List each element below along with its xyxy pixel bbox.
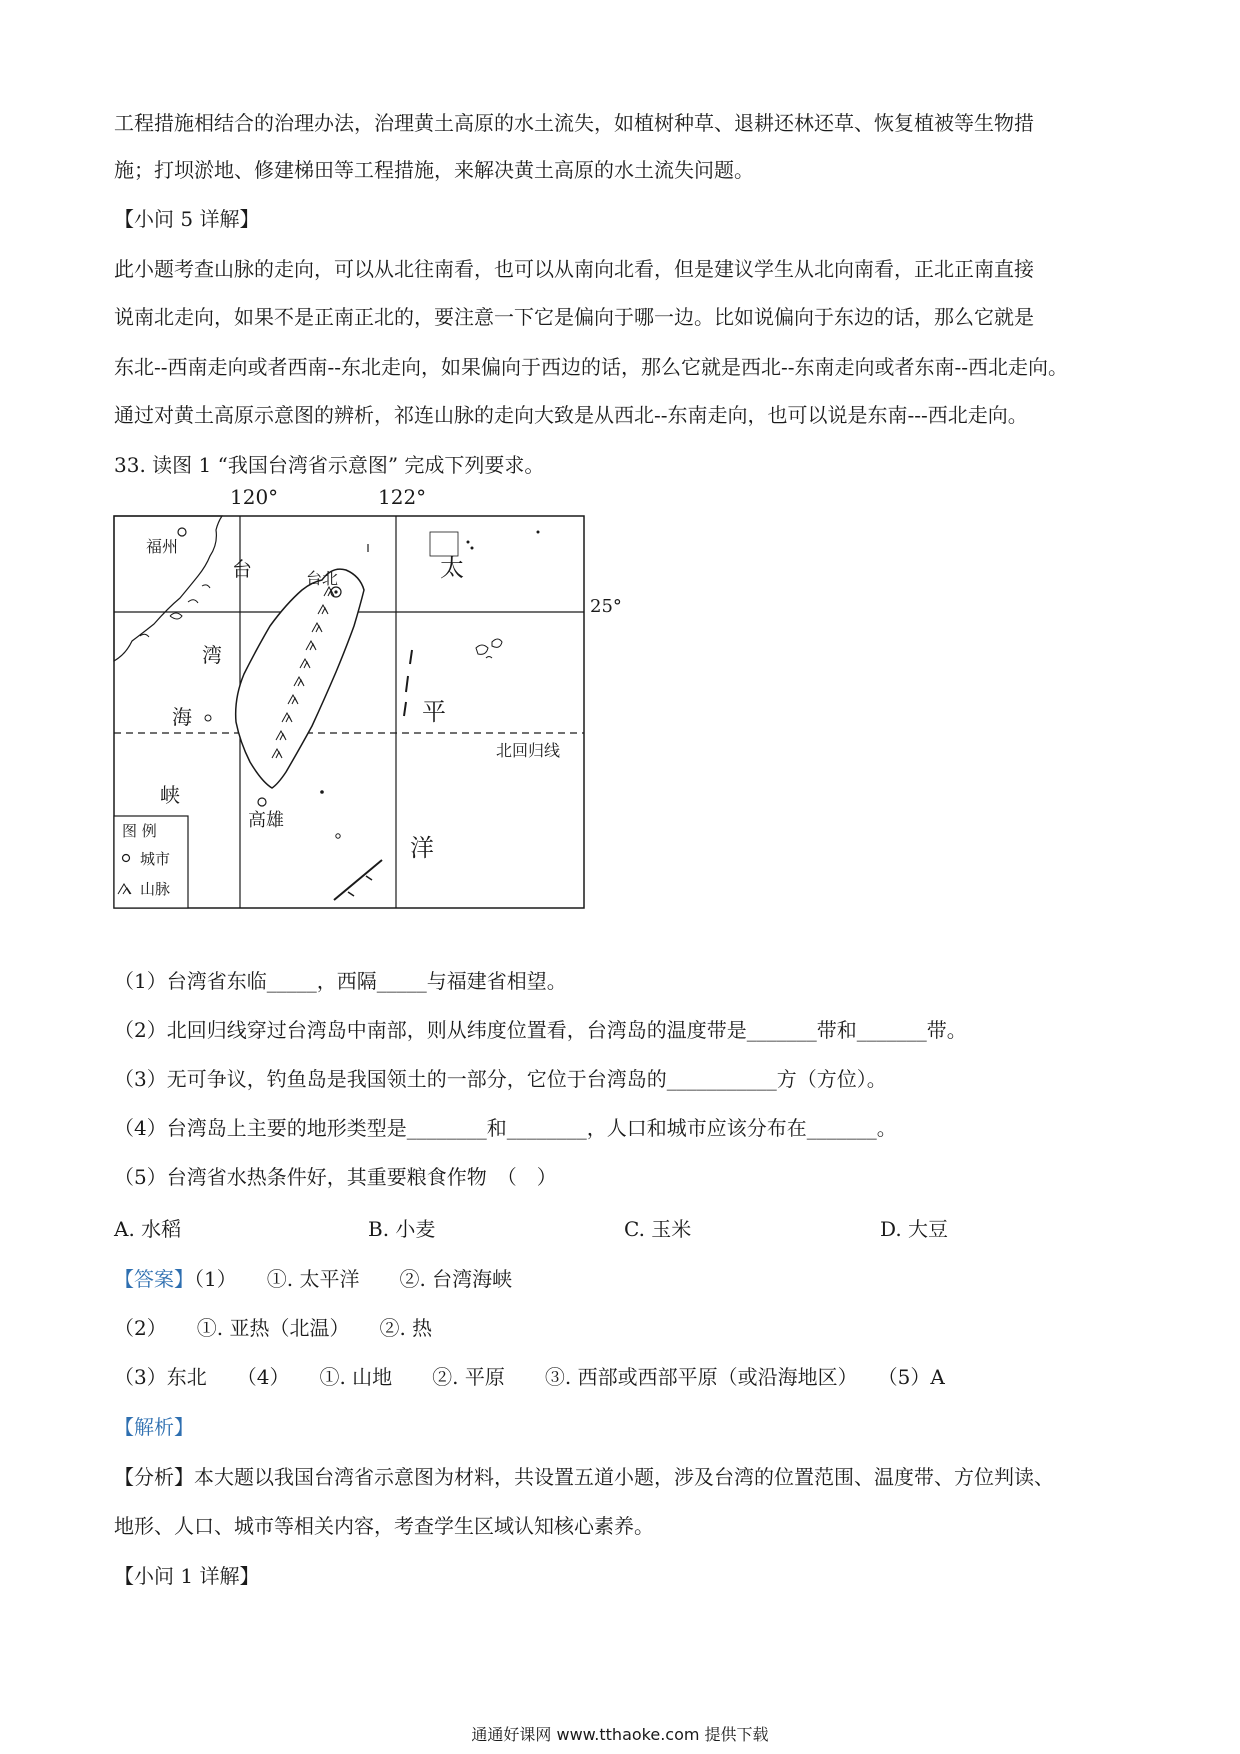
option-d: D. 大豆: [880, 1217, 949, 1241]
city-label-fuzhou: 福州: [146, 537, 179, 556]
paragraph-line: 东北--西南走向或者西南--东北走向，如果偏向于西边的话，那么它就是西北--东南走向或者东南--西北走向。: [114, 355, 1069, 379]
analysis-line: 地形、人口、城市等相关内容，考查学生区域认知核心素养。: [114, 1514, 654, 1538]
ryukyu-islands: [476, 639, 502, 658]
island-dot: [336, 834, 340, 838]
ocean-label-char: 平: [422, 698, 446, 726]
strait-label-char: 台: [232, 557, 252, 581]
island-dot: [467, 541, 470, 544]
tropic-label: 北回归线: [496, 741, 561, 760]
question-line: （1）台湾省东临_____，西隔_____与福建省相望。: [114, 969, 567, 993]
page-footer: 通通好课网 www.tthaoke.com 提供下载: [471, 1725, 769, 1744]
city-icon: [258, 798, 266, 806]
answer-text: （1） ①. 太平洋 ②. 台湾海峡: [194, 1267, 513, 1291]
option-a: A. 水稻: [114, 1217, 182, 1241]
paragraph-line: 说南北走向，如果不是正南正北的，要注意一下它是偏向于哪一边。比如说偏向于东边的话，那么它就是: [114, 305, 1034, 329]
ocean-label-char: 太: [440, 554, 464, 582]
paragraph-line: 此小题考查山脉的走向，可以从北往南看，也可以从南向北看，但是建议学生从北向南看，正北正南直接: [114, 257, 1034, 281]
strait-label-char: 峡: [160, 783, 180, 807]
longitude-label: 120°: [230, 485, 279, 509]
option-b: B. 小麦: [368, 1217, 436, 1241]
paragraph-line: 通过对黄土高原示意图的辨析，祁连山脉的走向大致是从西北--东南走向，也可以说是东南---西北走向。: [114, 403, 1028, 427]
taiwan-map: [110, 485, 622, 926]
subquestion-heading: 【小问 5 详解】: [114, 207, 260, 231]
fenxi-label: 【分析】: [114, 1465, 194, 1489]
inset-box: [430, 532, 458, 556]
answer-line: （3）东北 （4） ①. 山地 ②. 平原 ③. 西部或西部平原（或沿海地区） （5）A: [114, 1365, 945, 1389]
question-line: （2）北回归线穿过台湾岛中南部，则从纬度位置看，台湾岛的温度带是_______带和_______带。: [114, 1018, 967, 1042]
island-dot: [205, 715, 211, 721]
island-dot: [537, 531, 540, 534]
question-line: （3）无可争议，钓鱼岛是我国领土的一部分，它位于台湾岛的___________方（方位）。: [114, 1067, 887, 1091]
latitude-label: 25°: [590, 596, 622, 617]
city-icon: [178, 528, 186, 536]
city-label-gaoxiong: 高雄: [248, 810, 284, 831]
legend-city-label: 城市: [140, 850, 171, 868]
analysis-line: [114, 1464, 1134, 1490]
subquestion-heading: 【小问 1 详解】: [114, 1564, 260, 1588]
question-line: （5）台湾省水热条件好，其重要粮食作物 （ ）: [114, 1165, 557, 1189]
capital-dot: [334, 590, 337, 593]
paragraph-line: 施；打坝淤地、修建梯田等工程措施，来解决黄土高原的水土流失问题。: [114, 158, 754, 182]
strait-label-char: 海: [172, 705, 192, 729]
scale-tick: [348, 892, 354, 896]
scale-tick: [366, 876, 372, 880]
paragraph-line: 工程措施相结合的治理办法，治理黄土高原的水土流失，如植树种草、退耕还林还草、恢复植被等生物措: [114, 111, 1034, 135]
scale-bar: [334, 860, 382, 900]
question-33-title: 33. 读图 1 “我国台湾省示意图” 完成下列要求。: [114, 453, 545, 477]
island-dot: [320, 790, 324, 794]
answer-label: 【答案】: [114, 1267, 194, 1291]
question-line: （4）台湾岛上主要的地形类型是________和________，人口和城市应该分布在_______。: [114, 1116, 897, 1140]
coastal-islands: [140, 585, 210, 637]
longitude-label: 122°: [378, 485, 427, 509]
ocean-label-char: 洋: [410, 834, 434, 862]
analysis-label: 【解析】: [114, 1415, 194, 1439]
answer-line: （2） ①. 亚热（北温） ②. 热: [114, 1316, 433, 1340]
answer-line: [114, 1266, 1134, 1292]
city-label-taibei: 台北: [306, 569, 339, 588]
option-c: C. 玉米: [624, 1217, 692, 1241]
fenxi-text: 本大题以我国台湾省示意图为材料，共设置五道小题，涉及台湾的位置范围、温度带、方位判读、: [194, 1465, 1054, 1489]
legend-title: 图 例: [122, 822, 157, 840]
strait-label-char: 湾: [202, 643, 222, 667]
diaoyu-islands-marks: [404, 650, 412, 716]
island-dot: [471, 547, 474, 550]
legend-mountain-label: 山脉: [140, 880, 171, 898]
